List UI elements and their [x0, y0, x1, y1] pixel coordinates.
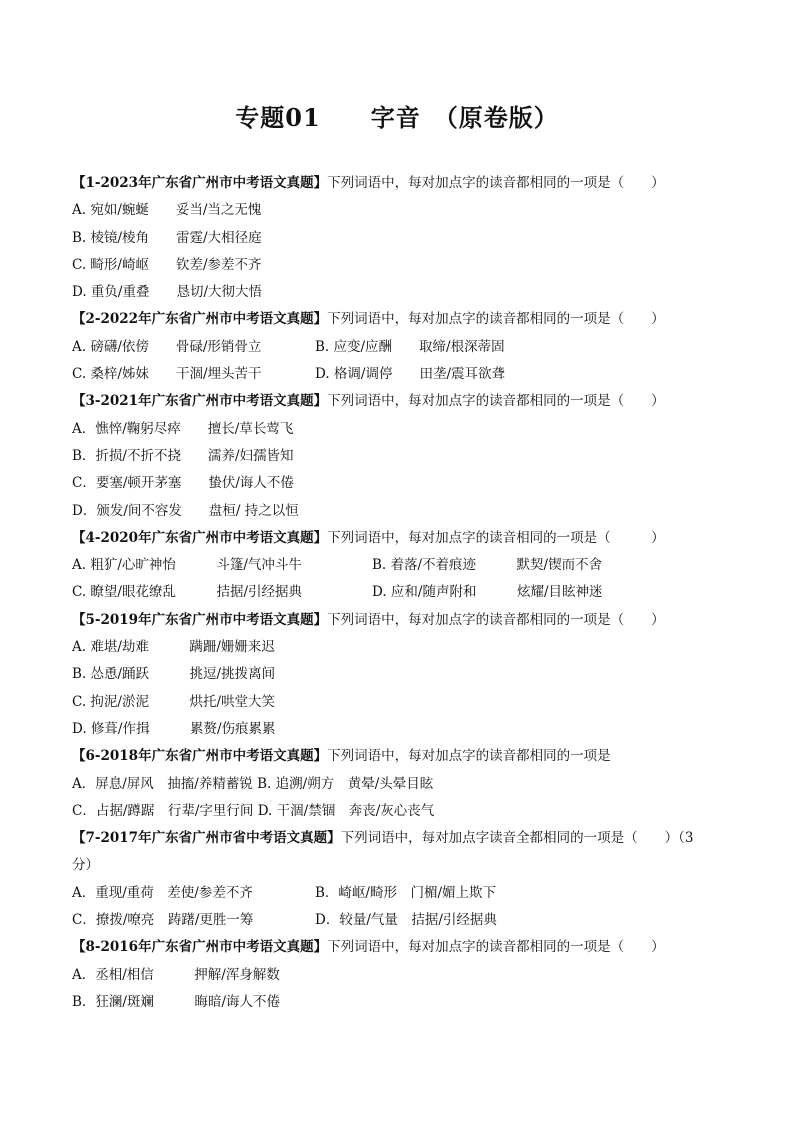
question-source-tag: 【1-2023年广东省广州市中考语文真题】 — [72, 175, 328, 191]
option-line: A．丞相/相信 押解/浑身解数 — [72, 966, 280, 983]
option-line: B. 棱镜/棱角 雷霆/大相径庭 — [72, 229, 262, 246]
option-line: C．要塞/顿开茅塞 蛰伏/诲人不倦 — [72, 475, 294, 492]
question-stem — [72, 825, 732, 852]
option-row — [72, 361, 732, 388]
option-row — [72, 552, 732, 579]
question-text: 下列词语中，每对加点字的读音都相同的一项是（ ） — [327, 611, 665, 628]
question-source-tag: 【6-2018年广东省广州市中考语文真题】 — [72, 748, 328, 765]
question-stem — [72, 170, 732, 197]
question-text: 下列词语中，每对加点字的读音都相同的一项是（ ） — [327, 393, 665, 410]
option-line: C. 桑梓/姊妹 干涸/埋头苦干 — [72, 366, 262, 383]
question-text: 下列词语中，每对加点字的读音都相同的一项是（ ） — [327, 175, 665, 191]
page-title: 专题01 字音 （原卷版） — [235, 103, 559, 132]
question-source-tag: 【8-2016年广东省广州市中考语文真题】 — [72, 939, 328, 956]
option-line: D. 格调/调停 田垄/震耳欲聋 — [315, 366, 506, 383]
option-line: C. 拘泥/淤泥 烘托/哄堂大笑 — [72, 693, 276, 710]
question-text: 下列词语中，每对加点字的读音都相同的一项是（ ） — [327, 939, 665, 956]
option-line: C．占据/蹲踞 行辈/字里行间 D. 干涸/禁锢 奔丧/灰心丧气 — [72, 802, 435, 819]
option-row — [72, 907, 732, 934]
option-line: B. 怂恿/踊跃 挑逗/挑拨离间 — [72, 666, 276, 683]
option-line: C. 畸形/崎岖 钦差/参差不齐 — [72, 256, 262, 273]
option-row — [72, 880, 732, 907]
option-line: D．颁发/间不容发 盘桓/ 持之以恒 — [72, 502, 299, 519]
option-row — [72, 579, 732, 606]
option-line: D. 重负/重叠 恳切/大彻大悟 — [72, 284, 263, 301]
question-list — [72, 170, 732, 1016]
option-line: D．较量/气量 拮据/引经据典 — [315, 912, 497, 929]
option-line: C．撩拨/嘹亮 踌躇/更胜一筹 — [72, 912, 254, 929]
option-row — [72, 334, 732, 361]
question-text-continued: 分） — [72, 857, 99, 874]
option-line: D. 应和/随声附和 炫耀/目眩神迷 — [372, 584, 603, 601]
question-source-tag: 【2-2022年广东省广州市中考语文真题】 — [72, 311, 328, 328]
option-line: B．折损/不折不挠 濡养/妇孺皆知 — [72, 447, 294, 464]
question-text: 下列词语中，每对加点字的读音都相同的一项是 — [327, 748, 611, 765]
option-line: A．重现/重荷 差使/参差不齐 — [72, 884, 253, 901]
question-source-tag: 【4-2020年广东省广州市中考语文真题】 — [72, 529, 328, 546]
question-source-tag: 【5-2019年广东省广州市中考语文真题】 — [72, 611, 328, 628]
option-line: A. 磅礴/依傍 骨碌/形销骨立 — [72, 338, 262, 355]
option-line: D. 修葺/作揖 累赘/伤痕累累 — [72, 720, 276, 737]
question-stem — [72, 743, 732, 770]
option-line: B. 着落/不着痕迹 默契/锲而不舍 — [372, 557, 603, 574]
question-stem — [72, 388, 732, 415]
question-stem — [72, 934, 732, 961]
option-line: A．憔悴/鞠躬尽瘁 擅长/草长莺飞 — [72, 420, 294, 437]
question-text: 下列词语中，每对加点字读音全都相同的一项是（ ）（3 — [340, 830, 694, 847]
option-line: B. 应变/应酬 取缔/根深蒂固 — [315, 338, 505, 355]
option-line: B．狂澜/斑斓 晦暗/诲人不倦 — [72, 993, 281, 1010]
option-line: B．崎岖/畸形 门楣/媚上欺下 — [315, 884, 497, 901]
question-text: 下列词语中，每对加点字的读音都相同的一项是（ ） — [327, 311, 665, 328]
option-line: C. 瞭望/眼花缭乱 拮据/引经据典 — [72, 584, 303, 601]
question-stem — [72, 525, 732, 552]
option-line: A. 难堪/劫难 蹒跚/姗姗来迟 — [72, 639, 275, 656]
question-source-tag: 【7-2017年广东省广州市省中考语文真题】 — [72, 830, 341, 847]
option-line: A. 宛如/蜿蜒 妥当/当之无愧 — [72, 202, 262, 219]
question-text: 下列词语中，每对加点字的读音相同的一项是（ ） — [327, 529, 665, 546]
question-source-tag: 【3-2021年广东省广州市中考语文真题】 — [72, 393, 328, 410]
question-stem — [72, 306, 732, 333]
option-line: A．屏息/屏风 抽搐/养精蓄锐 B. 追溯/朔方 黄晕/头晕目眩 — [72, 775, 434, 792]
question-stem — [72, 607, 732, 634]
option-line: A. 粗犷/心旷神怡 斗篷/气冲斗牛 — [72, 557, 302, 574]
